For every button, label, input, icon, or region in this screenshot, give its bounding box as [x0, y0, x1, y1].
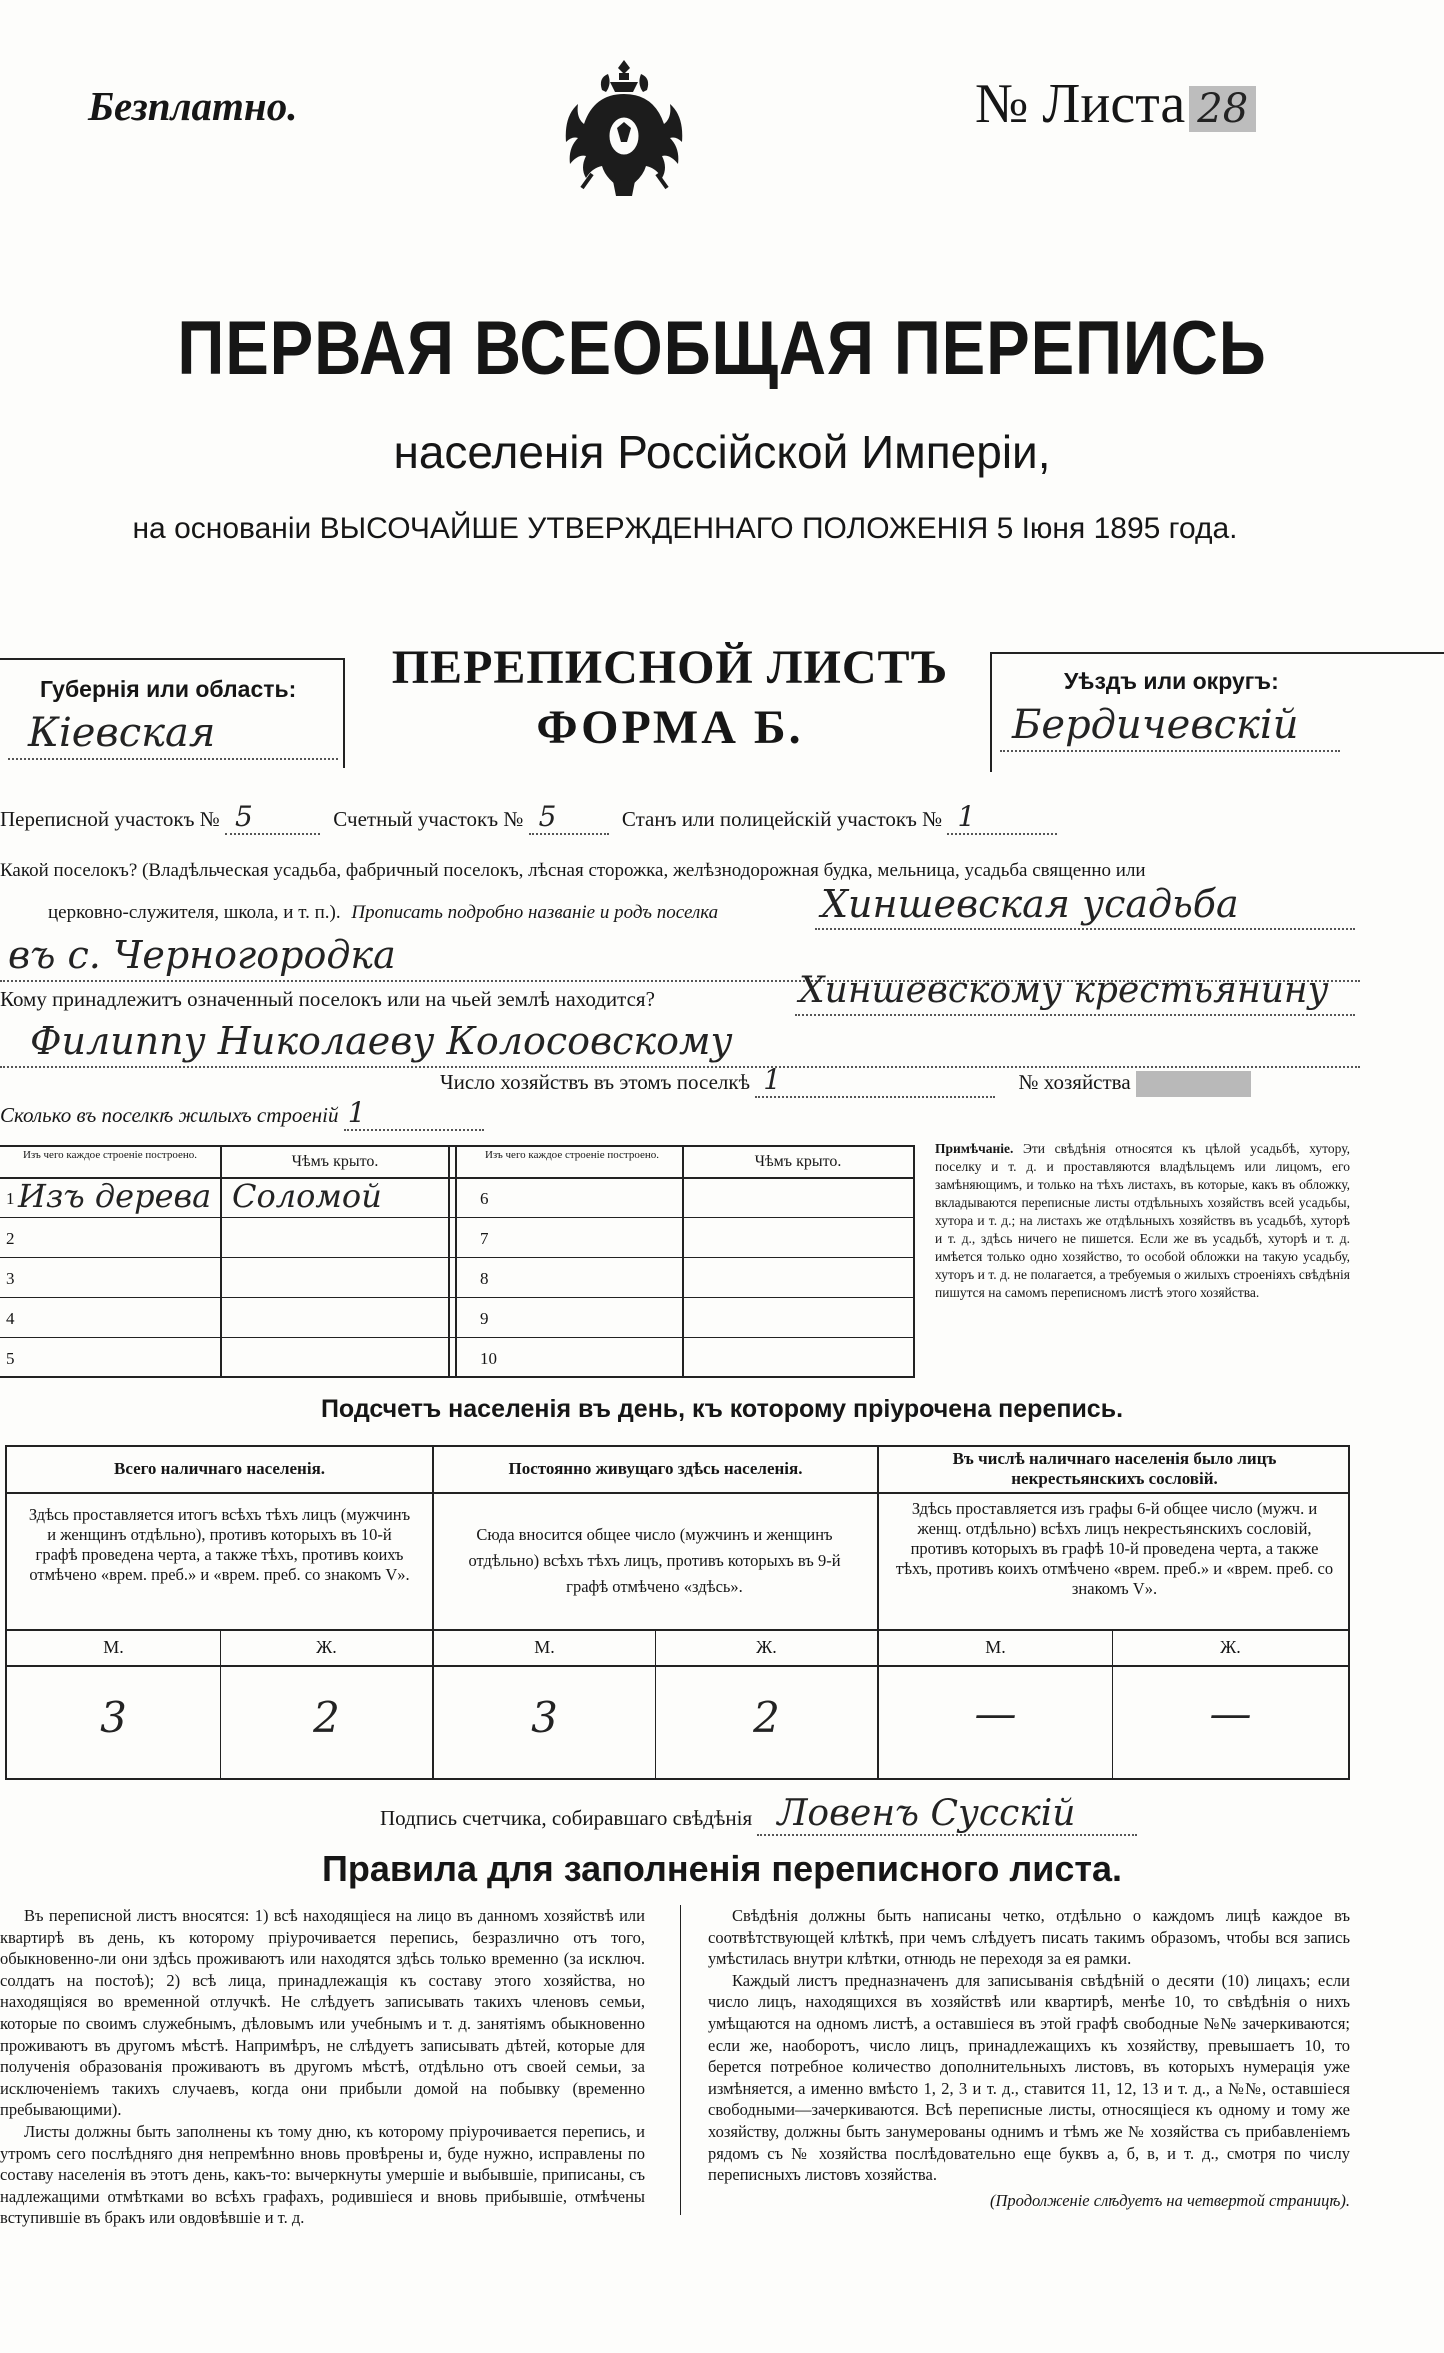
note-text: Эти свѣдѣнія относятся къ цѣлой усадьбѣ, хутору, поселку и т. д. и проставляются владѣльцемъ или лицомъ, его замѣняющимъ, и только на тѣхъ листахъ, въ которые, какъ въ обложку, вкладываются переписные листы отдѣльныхъ хозяйствъ всей усадьбы, хутора и т. д.; на листахъ же отдѣльныхъ хозяйствъ въ усадьбѣ, хуторѣ и т. д., здѣсь ничего не пишется. Если же въ усадьбѣ, хуторѣ и т. д. имѣется только одно хозяйство, то особой обложки на такую усадьбу, хуторъ и т. д. не полагается, а требуемыя о жилыхъ строеніяхъ свѣдѣнія пишутся на самомъ переписномъ листѣ этого хозяйства. — [935, 1141, 1351, 1300]
household-no-label: № хозяйства — [1018, 1070, 1131, 1094]
total-female-value: 2 — [313, 1693, 340, 1742]
census-basis: на основаніи ВЫСОЧАЙШЕ УТВЕРЖДЕННАГО ПОЛОЖЕНІЯ 5 Іюня 1895 года. — [132, 512, 1238, 545]
col2-title: Постоянно живущаго здѣсь населенія. — [508, 1459, 803, 1478]
rules-right-column — [708, 1905, 1350, 2211]
col1-text: Здѣсь проставляется итогъ всѣхъ тѣхъ лицъ (мужчинъ и женщинъ отдѣльно), противъ которыхъ въ 10-й графѣ проведена черта, а также тѣхъ, противъ коихъ отмѣчено «врем. преб.» и «врем. преб. со знакомъ V». — [28, 1505, 411, 1584]
buildings-row — [0, 1096, 484, 1131]
signature-value: Ловенъ Сусскій — [757, 1793, 1137, 1836]
col3-f-label: Ж. — [1220, 1637, 1241, 1657]
free-label: Безплатно. — [88, 83, 298, 129]
col-material-header-right: Изъ чего каждое строеніе построено. — [484, 1149, 660, 1161]
col3-title: Въ числѣ наличнаго населенія было лицъ некрестьянскихъ сословій. — [952, 1449, 1277, 1488]
col-roof-header-left: Чѣмъ крыто. — [291, 1153, 379, 1170]
rules-left-p2: Листы должны быть заполнены къ тому дню, къ которому пріурочивается перепись, и утромъ сего послѣдняго дня непремѣнно вновь провѣрены и, буде нужно, исправлены по составу населенія въ этотъ день, какъ-то: вычеркнуты умершіе и выбывшіе, приписаны, съ надлежащими отмѣтками во всѣхъ графахъ, родившіеся и вновь прибывшіе, отмѣчены вступившіе въ бракъ или овдовѣвшіе и т. д. — [0, 2121, 645, 2228]
buildings-value: 1 — [344, 1096, 484, 1131]
sheet-number-label: № Листа — [975, 73, 1186, 135]
col-material-header-left: Изъ чего каждое строеніе построено. — [22, 1149, 198, 1161]
row-7-n: 7 — [480, 1229, 489, 1248]
census-title: ПЕРВАЯ ВСЕОБЩАЯ ПЕРЕПИСЬ — [177, 306, 1267, 391]
count-district-label: Счетный участокъ № — [333, 807, 524, 831]
census-district-value: 5 — [225, 800, 320, 835]
settlement-value-1: Хиншевская усадьба — [815, 880, 1355, 930]
sheet-number — [975, 72, 1256, 136]
col-roof-header-right: Чѣмъ крыто. — [754, 1153, 842, 1170]
form-title: ФОРМА Б. — [536, 701, 804, 754]
settlement-question-1: Какой поселокъ? (Владѣльческая усадьба, фабричный поселокъ, лѣсная сторожка, желѣзнодорожная будка, мельница, усадьба священно или — [0, 860, 1146, 881]
stan-value: 1 — [947, 800, 1057, 835]
signature-row — [380, 1793, 1137, 1836]
rules-title: Правила для заполненія переписного листа. — [321, 1848, 1123, 1889]
owner-question: Кому принадлежитъ означенный поселокъ или на чьей землѣ находится? — [0, 987, 655, 1011]
col3-text: Здѣсь проставляется изъ графы 6-й общее число (мужч. и женщ. отдѣльно) всѣхъ лицъ некрестьянскихъ сословій, противъ которыхъ въ графѣ 10-й проведена черта, а также тѣхъ, противъ коихъ отмѣчено «врем. преб.» и «врем. преб. со знакомъ V». — [895, 1499, 1334, 1598]
rules-left-p1: Въ переписной листъ вносятся: 1) всѣ находящіеся на лицо въ данномъ хозяйствѣ или квартирѣ въ день, къ которому пріурочивается перепись, безразлично отъ того, обыкновенно-ли они здѣсь проживаютъ или находятся здѣсь только временно (за исключ. солдатъ на постоѣ); 2) всѣ лица, принадлежащія къ составу этого хозяйства, но находящіяся во временной отлучкѣ. Не слѣдуетъ записывать такихъ членовъ семьи, которые по своимъ служебнымъ, дѣловымъ или учебнымъ и т. д. занятіямъ обыкновенно проживаютъ въ другомъ мѣстѣ. Напримѣръ, не слѣдуетъ записывать дѣтей, которые для полученія образованія проживаютъ въ другомъ мѣстѣ, отдѣльно отъ своей семьи, за исключеніемъ такихъ случаевъ, когда они прибыли домой на побывку (временно пребывающими). — [0, 1906, 645, 2120]
imperial-eagle-emblem — [562, 56, 687, 206]
col2-m-label: М. — [534, 1637, 555, 1657]
col2-f-label: Ж. — [756, 1637, 777, 1657]
row-6-n: 6 — [480, 1189, 489, 1208]
row-9-n: 9 — [480, 1309, 489, 1328]
stan-label: Станъ или полицейскій участокъ № — [621, 807, 943, 831]
row-1-n: 1 — [6, 1189, 15, 1208]
row-8-n: 8 — [480, 1269, 489, 1288]
rules-right-p2: Каждый листъ предназначенъ для записыванія свѣдѣній о десяти (10) лицахъ; если число лицъ, находящихся въ хозяйствѣ или квартирѣ, менѣе 10, то свѣдѣнія о нихъ умѣщаются на одномъ листѣ, а оставшіеся въ этой графѣ свободные №№ зачеркиваются; если же, наоборотъ, число лицъ, принадлежащихъ къ хозяйству, превышаетъ 10, то берется потребное количество дополнительныхъ листовъ, въ которыхъ нумерація уже измѣняется, а именно вмѣсто 1, 2, 3 и т. д., ставится 11, 12, 13 и т. д., а №№, оставшіеся свободными—зачеркиваются. Всѣ переписные листы, относящіеся къ одному и тому же хозяйству, должны быть занумерованы однимъ и тѣмъ же № хозяйства съ прибавленіемъ рядомъ съ № хозяйства послѣдовательно еще буквъ а, б, в, и т. д., смотря по числу переписныхъ листовъ хозяйства. — [708, 1970, 1350, 2185]
note — [935, 1140, 1350, 1302]
signature-label: Подпись счетчика, собиравшаго свѣдѣнія — [380, 1806, 753, 1830]
non-peasant-female-value: — — [1209, 1689, 1252, 1738]
settlement-question-2: церковно-служителя, школа, и т. п.). — [48, 902, 341, 923]
rules-left-column — [0, 1905, 645, 2229]
census-subtitle: населенія Россійской Имперіи, — [393, 426, 1051, 478]
row-4-n: 4 — [6, 1309, 15, 1328]
settlement-instruction: Прописать подробно названіе и родъ поселка — [351, 902, 719, 923]
settlement-question-2-row — [48, 902, 718, 924]
col1-m-label: М. — [103, 1637, 124, 1657]
row-5-n: 5 — [6, 1349, 15, 1368]
row-1-material: Изъ дерева — [18, 1177, 212, 1215]
uezd-value: Бердичевскій — [1000, 700, 1340, 752]
population-heading: Подсчетъ населенія въ день, къ которому пріурочена перепись. — [320, 1395, 1124, 1423]
col1-f-label: Ж. — [316, 1637, 337, 1657]
col1-title: Всего наличнаго населенія. — [113, 1459, 326, 1478]
row-1-roof: Соломой — [232, 1177, 382, 1215]
permanent-male-value: 3 — [531, 1693, 558, 1742]
count-district-value: 5 — [529, 800, 609, 835]
census-district-label: Переписной участокъ № — [0, 807, 220, 831]
districts-row — [0, 800, 1057, 835]
note-label: Примѣчаніе. — [935, 1141, 1014, 1156]
non-peasant-male-value: — — [974, 1689, 1017, 1738]
households-row — [440, 1063, 1251, 1098]
permanent-female-value: 2 — [753, 1693, 780, 1742]
buildings-label: Сколько въ поселкѣ жилыхъ строеній — [0, 1103, 339, 1127]
total-male-value: 3 — [100, 1693, 127, 1742]
households-label: Число хозяйствъ въ этомъ поселкѣ — [440, 1070, 750, 1094]
households-value: 1 — [755, 1063, 995, 1098]
col3-m-label: М. — [985, 1637, 1006, 1657]
guberniya-label: Губернія или область: — [40, 676, 297, 702]
settlement-value-2: въ с. Черногородка — [0, 930, 1360, 982]
col2-text: Сюда вносится общее число (мужчинъ и женщинъ отдѣльно) всѣхъ тѣхъ лицъ, противъ которыхъ въ 9-й графѣ отмѣчено «здѣсь». — [468, 1525, 841, 1596]
owner-value-1: Хиншевскому крестьянину — [795, 968, 1355, 1016]
guberniya-value: Кіевская — [8, 708, 338, 760]
sheet-title: ПЕРЕПИСНОЙ ЛИСТЪ — [391, 641, 949, 694]
uezd-label: Уѣздъ или округъ: — [1064, 668, 1279, 694]
rules-right-p1: Свѣдѣнія должны быть написаны четко, отдѣльно о каждомъ лицѣ каждое въ соотвѣтствующей клѣткѣ, при чемъ слѣдуетъ писать такимъ образомъ, чтобы вся запись умѣстилась внутри клѣтки, отнюдь не переходя за ея рамки. — [708, 1906, 1350, 1969]
household-no-value — [1136, 1071, 1251, 1097]
rules-continued: (Продолженіе слѣдуетъ на четвертой страницѣ). — [990, 2190, 1350, 2210]
row-3-n: 3 — [6, 1269, 15, 1288]
owner-value-2: Филиппу Николаеву Колосовскому — [0, 1016, 1360, 1068]
row-10-n: 10 — [480, 1349, 497, 1368]
population-table — [5, 1445, 1350, 1780]
buildings-table — [0, 1145, 915, 1378]
sheet-number-value: 28 — [1189, 86, 1256, 132]
row-2-n: 2 — [6, 1229, 15, 1248]
